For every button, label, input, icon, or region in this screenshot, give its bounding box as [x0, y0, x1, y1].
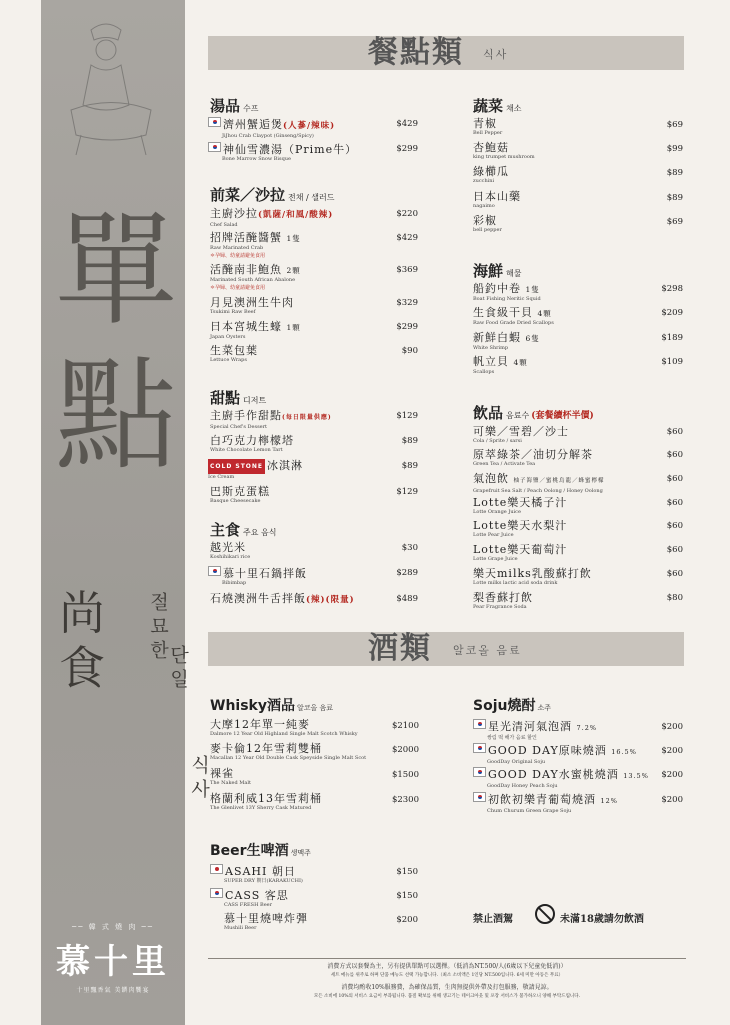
footer-notice	[208, 958, 686, 1001]
menu-item: 慕十里石鍋拌飯 Bibimbap	[208, 566, 307, 586]
korea-flag-icon	[473, 719, 486, 729]
footer-line: 消費均酌收10%服務費，為確保品質，生肉無提供外帶及打包服務，敬請見諒。	[341, 984, 553, 991]
item-price: $99	[666, 144, 683, 154]
section-title-appetizer: 前菜／沙拉 전채 / 샐러드	[210, 186, 335, 204]
menu-item: ASAHI 朝日 SUPER DRY 朝日(KARAKUCHI)	[210, 864, 303, 884]
brand-logo	[41, 922, 185, 994]
item-price: $200	[661, 722, 683, 732]
subtitle-char-shi: 食	[59, 641, 105, 695]
title-char-dan: 單	[55, 200, 171, 342]
section-title-drinks: 飲品 음료수 (套餐續杯半價)	[473, 404, 594, 422]
item-price: $150	[396, 867, 418, 877]
item-price: $80	[666, 593, 683, 603]
menu-item: 綠櫛瓜 zucchini	[473, 165, 509, 184]
item-price: $369	[396, 265, 418, 275]
menu-item: GOOD DAY原味燒酒 16.5% GoodDay Original Soju	[473, 743, 637, 765]
korea-flag-icon	[208, 142, 221, 152]
item-price: $200	[396, 915, 418, 925]
item-price: $89	[401, 461, 418, 471]
menu-item: 月見澳洲生牛肉 Tsukimi Raw Beef	[210, 296, 294, 315]
menu-item: 新鮮白蝦 6隻 White Shrimp	[473, 331, 540, 351]
korea-flag-icon	[473, 743, 486, 753]
korea-flag-icon	[473, 767, 486, 777]
no-drinking-icon	[535, 904, 555, 924]
banner-korean: 식사	[483, 48, 509, 61]
menu-item: Lotte樂天水梨汁 Lotte Pear Juice	[473, 519, 568, 538]
section-title-whisky: Whisky酒品 알코올 음료	[210, 698, 334, 714]
korean-tagline-3: 식사	[188, 755, 210, 803]
menu-item: 樂天milks乳酸蘇打飲 Lotte milks lactic acid soda drink	[473, 567, 592, 586]
korea-flag-icon	[210, 888, 223, 898]
menu-item: Lotte樂天橘子汁 Lotte Orange Juice	[473, 496, 568, 515]
item-price: $299	[396, 322, 418, 332]
item-price: $60	[666, 427, 683, 437]
item-price: $60	[666, 474, 683, 484]
korea-flag-icon	[208, 566, 221, 576]
menu-item: 星光清河氣泡酒 7.2% 쌍림 떡 해가 음료 할인	[473, 719, 597, 741]
item-price: $299	[396, 144, 418, 154]
banner-title: 餐點類	[368, 35, 464, 70]
menu-item: 大摩12年單一純麥 Dalmore 12 Year Old Highland Single Malt Scotch Whisky	[210, 718, 358, 737]
menu-item: 格蘭利威13年雪莉桶 The Glenlivet 13Y Sherry Cask Matured	[210, 792, 322, 811]
item-price: $429	[396, 119, 418, 129]
menu-item: 神仙雪濃湯（Prime牛） Bone Marrow Snow Bisque	[208, 142, 357, 162]
section-title-seafood: 海鮮 해물	[473, 262, 522, 280]
rider-sketch-illustration	[51, 10, 171, 160]
menu-item: 活醃南非鮑魚 2顆 Marinated South African Abalone	[210, 263, 301, 283]
menu-item: 彩椒 bell pepper	[473, 214, 502, 233]
menu-item: 招牌活醃醬蟹 1隻 Raw Marinated Crab	[210, 231, 301, 251]
item-price: $200	[661, 746, 683, 756]
item-price: $200	[661, 795, 683, 805]
item-price: $2300	[391, 795, 419, 805]
menu-item: 白巧克力檸檬塔 White Chocolate Lemon Tart	[210, 434, 294, 453]
brand-small-text: ── 韓 式 燒 肉 ──	[72, 923, 154, 931]
menu-item: 裸雀 The Naked Malt	[210, 767, 251, 786]
section-title-beer: Beer生啤酒 생맥주	[210, 843, 311, 859]
food-section-banner	[208, 36, 684, 70]
menu-item: CASS 客思 CASS FRESH Beer	[210, 888, 289, 908]
item-price: $220	[396, 209, 418, 219]
title-char-dian: 點	[55, 345, 171, 487]
footer-line: 세트 메뉴를 위주로 하며 단품 메뉴도 선택 가능합니다.（최소 소비액은 1인당 NT.500입니다. 6세 미만 아동은 무료）	[330, 973, 564, 978]
section-title-soup: 湯品 수프	[210, 97, 259, 115]
item-price: $289	[396, 568, 418, 578]
alcohol-section-banner	[208, 632, 684, 666]
item-price: $69	[666, 120, 683, 130]
menu-item: 主廚沙拉(凱薩/和風/酸辣) Chef Salad	[210, 207, 334, 228]
item-price: $129	[396, 487, 418, 497]
item-price: $329	[396, 298, 418, 308]
brand-name: 慕十里	[56, 942, 170, 982]
korea-flag-icon	[473, 792, 486, 802]
menu-item: Lotte樂天葡萄汁 Lotte Grape Juice	[473, 543, 568, 562]
brand-slogan: 十里飄香氣 美饌肉饗宴	[76, 987, 150, 994]
menu-item: 慕十里燒啤炸彈 Mushili Beer	[224, 912, 308, 931]
item-price: $60	[666, 498, 683, 508]
item-price: $30	[401, 543, 418, 553]
item-price: $200	[661, 770, 683, 780]
item-price: $89	[666, 168, 683, 178]
menu-item: COLD STONE 冰淇淋 Ice Cream	[208, 459, 304, 480]
no-drunk-driving-text: 禁止酒駕	[473, 914, 513, 925]
footer-line: 消費方式以套餐為主，另有提供單點可以選擇。（低消為NT.500/人(6歲以下兒童免低消)）	[327, 963, 567, 970]
allergy-note: ＊孕婦、幼童請避免食用	[210, 253, 266, 259]
menu-item: 船釣中卷 1隻 Boat Fishing Neritic Squid	[473, 282, 541, 302]
menu-item: 原萃綠茶／油切分解茶 Green Tea / Activate Tea	[473, 448, 593, 467]
menu-item: 帆立貝 4顆 Scallops	[473, 355, 528, 375]
item-price: $150	[396, 891, 418, 901]
menu-item: 梨香蘇打飲 Pear Fragrance Soda	[473, 591, 533, 610]
drinking-warning	[473, 904, 688, 930]
korean-tagline-1: 절묘한	[147, 592, 169, 664]
menu-item: 可樂／雪碧／沙士 Cola / Sprite / sarsi	[473, 425, 569, 444]
menu-item: 青椒 Bell Pepper	[473, 117, 503, 136]
side-panel	[41, 0, 210, 1025]
allergy-note: ＊孕婦、幼童請避免食用	[210, 285, 266, 291]
item-price: $2000	[391, 745, 419, 755]
japan-flag-icon	[210, 864, 223, 874]
age-limit-text: 未滿18歲請勿飲酒	[560, 914, 644, 925]
korea-flag-icon	[208, 117, 221, 127]
menu-item: 主廚手作甜點(每日限量供應) Special Chef's Dessert	[210, 409, 332, 430]
item-price: $1500	[391, 770, 419, 780]
menu-item: 日本宮城生蠔 1顆 Japan Oysters	[210, 320, 301, 340]
item-price: $89	[401, 436, 418, 446]
section-title-soju: Soju燒酎 소주	[473, 698, 551, 714]
menu-item: 生菜包葉 Lettuce Wraps	[210, 344, 258, 363]
section-title-dessert: 甜點 디저트	[210, 389, 267, 407]
menu-item: 生食級干貝 4顆 Raw Food Grade Dried Scallops	[473, 306, 554, 326]
item-price: $209	[661, 308, 683, 318]
menu-item: GOOD DAY水蜜桃燒酒 13.5% GoodDay Honey Peach Soju	[473, 767, 649, 789]
menu-item: 日本山藥 nagaimo	[473, 190, 521, 209]
item-price: $129	[396, 411, 418, 421]
menu-item: 初飲初樂青葡萄燒酒 12% Chum Churum Green Grape Soju	[473, 792, 618, 814]
item-price: $2100	[391, 721, 419, 731]
korean-tagline-2: 단일	[167, 645, 189, 693]
section-title-staple: 主食 주요 음식	[210, 521, 277, 539]
item-price: $60	[666, 569, 683, 579]
banner-title: 酒類	[368, 631, 432, 666]
section-title-vegetables: 蔬菜 채소	[473, 97, 522, 115]
item-price: $298	[661, 284, 683, 294]
item-price: $189	[661, 333, 683, 343]
item-price: $60	[666, 450, 683, 460]
menu-item: 石燒澳洲牛舌拌飯(辣)(限量)	[210, 592, 355, 605]
cold-stone-logo: COLD STONE	[208, 459, 265, 474]
item-price: $60	[666, 521, 683, 531]
banner-korean: 알코올 음료	[453, 644, 522, 657]
menu-item: 濟州蟹逅煲(人蔘/辣味) JiJhou Crab Claypot (Ginseng/Spicy)	[208, 117, 335, 139]
menu-item: 越光米 Koshihikari rice	[210, 541, 251, 560]
menu-item: 氣泡飲 柚子海鹽／蜜桃烏龍／蜂蜜檸檬 Grapefruit Sea Salt / Peach Oolong / Honey Oolong	[473, 472, 605, 494]
item-price: $69	[666, 217, 683, 227]
item-price: $89	[666, 193, 683, 203]
item-price: $60	[666, 545, 683, 555]
item-price: $90	[401, 346, 418, 356]
footer-line: 모든 소비에 10%의 서비스 요금이 부과됩니다. 품질 확보를 위해 생고기는 테이크아웃 및 포장 서비스가 불가하오니 양해 부탁드립니다.	[313, 994, 581, 999]
menu-item: 巴斯克蛋糕 Basque Cheesecake	[210, 485, 270, 504]
menu-item: 麥卡倫12年雪莉雙桶 Macallan 12 Year Old Double Cask Speyside Single Malt Scot	[210, 742, 367, 761]
item-price: $109	[661, 357, 683, 367]
item-price: $489	[396, 594, 418, 604]
menu-item: 杏鮑菇 king trumpet mushroom	[473, 141, 535, 160]
item-price: $429	[396, 233, 418, 243]
subtitle-char-shang: 尚	[59, 586, 105, 640]
